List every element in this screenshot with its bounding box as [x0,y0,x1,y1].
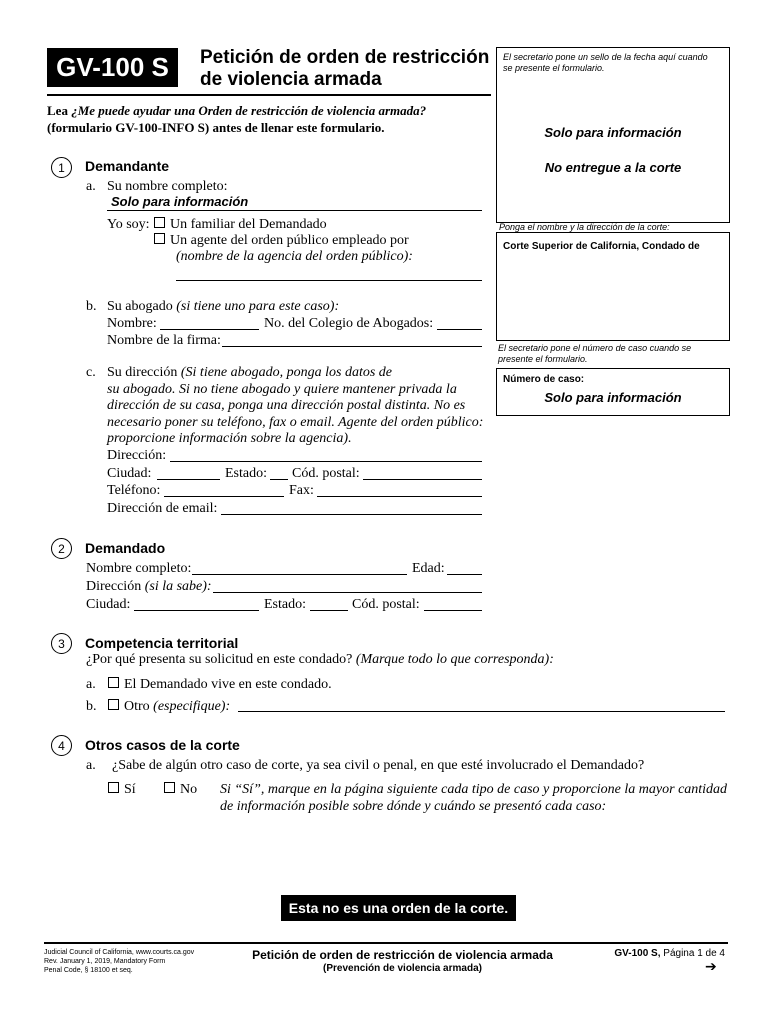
email-label: Dirección de email: [107,501,218,516]
not-a-court-order-banner: Esta no es una orden de la corte. [281,895,516,921]
bar-number-label: No. del Colegio de Abogados: [264,316,434,331]
agency-name-note: (nombre de la agencia del orden público): [176,249,413,264]
court-name-text: Corte Superior de California, Condado de [503,241,700,252]
form-id-badge: GV-100 S [47,48,178,87]
venue-option-other[interactable]: Otro (especifique): [108,698,230,715]
address-note-line3: dirección de su casa, ponga una dirección postal distinta. No es [107,398,466,413]
phone-field[interactable] [164,496,284,497]
venue-question: ¿Por qué presenta su solicitud en este condado? (Marque todo lo que corresponda): [86,652,554,667]
option-family-member[interactable]: Un familiar del Demandado [154,216,327,233]
footer-page-info: GV-100 S, Página 1 de 4 [614,948,725,959]
respondent-city-label: Ciudad: [86,597,131,612]
respondent-zip-field[interactable] [424,610,482,611]
section-1-title: Demandante [85,158,170,174]
other-cases-note-line2: de información posible sobre dónde y cuándo se presentó cada caso: [220,799,607,814]
case-number-note: El secretario pone el número de caso cuando se presente el formulario. [498,343,692,364]
law-enforcement-checkbox[interactable] [154,233,165,244]
item-1a-label: Su nombre completo: [107,179,228,194]
case-number-value: Solo para información [544,390,682,405]
item-1c-label: Su dirección (Si tiene abogado, ponga los datos de [107,365,393,380]
item-1b-label: Su abogado (si tiene uno para este caso): [107,299,340,314]
footer-penal-code: Penal Code, § 18100 et seq. [44,967,133,974]
address-note-line5: proporcione información sobre la agencia). [107,431,352,446]
section-2-title: Demandado [85,540,166,556]
respondent-address-label: Dirección (si la sabe): [86,579,212,594]
other-cases-no[interactable]: No [164,781,197,798]
footer-form-subtitle: (Prevención de violencia armada) [323,963,482,974]
section-4-title: Otros casos de la corte [85,737,240,753]
footer-form-title: Petición de orden de restricción de violencia armada [252,948,553,962]
item-3b-letter: b. [86,699,97,714]
clerk-stamp-box [496,47,730,223]
address-note-line2: su abogado. Si no tiene abogado y quiere mantener privada la [107,382,457,397]
lives-here-checkbox[interactable] [108,677,119,688]
address-note-line4: necesario poner su teléfono, fax o email. Agente del orden público: [107,415,484,430]
petitioner-name-value: Solo para información [111,194,249,209]
other-cases-yes[interactable]: Sí [108,781,136,798]
respondent-state-label: Estado: [264,597,306,612]
city-field[interactable] [157,479,220,480]
section-1-number: 1 [51,157,72,178]
respondent-address-field[interactable] [213,592,482,593]
respondent-age-field[interactable] [447,574,482,575]
footer-revision: Rev. January 1, 2019, Mandatory Form [44,958,166,965]
respondent-city-field[interactable] [134,610,259,611]
other-venue-checkbox[interactable] [108,699,119,710]
firm-name-field[interactable] [222,346,482,347]
petitioner-name-field[interactable] [107,210,482,211]
item-3a-letter: a. [86,677,96,692]
other-cases-note-line1: Si “Sí”, marque en la página siguiente cada tipo de caso y proporcione la mayor cantidad [220,782,728,797]
city-label: Ciudad: [107,466,152,481]
fax-label: Fax: [289,483,314,498]
email-field[interactable] [221,514,482,515]
section-4-number: 4 [51,735,72,756]
court-box-label: Ponga el nombre y la dirección de la corte: [499,222,670,232]
court-name-box[interactable] [496,232,730,341]
intro-line2: (formulario GV-100-INFO S) antes de llenar este formulario. [47,120,385,135]
section-3-number: 3 [51,633,72,654]
venue-option-lives-here[interactable]: El Demandado vive en este condado. [108,676,332,693]
zip-field[interactable] [363,479,482,480]
lawyer-name-field[interactable] [160,329,259,330]
next-page-arrow-icon[interactable]: ➔ [705,958,717,974]
state-label: Estado: [225,466,267,481]
item-1c-letter: c. [86,365,96,380]
form-title [200,47,490,91]
case-number-label: Número de caso: [503,374,585,385]
bar-number-field[interactable] [437,329,482,330]
firm-name-label: Nombre de la firma: [107,333,221,348]
respondent-state-field[interactable] [310,610,348,611]
respondent-name-label: Nombre completo: [86,561,192,576]
header-rule [47,94,491,96]
yes-checkbox[interactable] [108,782,119,793]
respondent-name-field[interactable] [192,574,407,575]
i-am-label: Yo soy: [107,217,150,232]
footer-council: Judicial Council of California, www.courts.ca.gov [44,949,195,956]
family-member-checkbox[interactable] [154,217,165,228]
info-only-label: Solo para información [544,125,682,140]
section-2-number: 2 [51,538,72,559]
address-field[interactable] [170,461,482,462]
lawyer-name-label: Nombre: [107,316,157,331]
case-number-box[interactable] [496,368,730,416]
do-not-deliver-label: No entregue a la corte [544,160,682,175]
item-1a-letter: a. [86,179,96,194]
form-title-line1: Petición de orden de restricción [200,47,490,68]
agency-name-field[interactable] [176,280,482,281]
phone-label: Teléfono: [107,483,161,498]
footer-rule [44,942,728,944]
item-4a-letter: a. [86,758,96,773]
fax-field[interactable] [317,496,482,497]
item-1b-letter: b. [86,299,97,314]
form-title-line2: de violencia armada [200,69,382,90]
clerk-stamp-note: El secretario pone un sello de la fecha aquí cuando se presente el formulario. [503,52,708,73]
intro-line1: Lea ¿Me puede ayudar una Orden de restricción de violencia armada? [47,103,427,118]
option-law-enforcement[interactable]: Un agente del orden público empleado por [154,232,409,249]
state-field[interactable] [270,479,288,480]
other-cases-question: ¿Sabe de algún otro caso de corte, ya sea civil o penal, en que esté involucrado el Demandado? [112,758,645,773]
address-label: Dirección: [107,448,167,463]
section-3-title: Competencia territorial [85,635,239,651]
zip-label: Cód. postal: [292,466,360,481]
respondent-age-label: Edad: [412,561,445,576]
respondent-zip-label: Cód. postal: [352,597,420,612]
other-venue-field[interactable] [238,711,725,712]
no-checkbox[interactable] [164,782,175,793]
